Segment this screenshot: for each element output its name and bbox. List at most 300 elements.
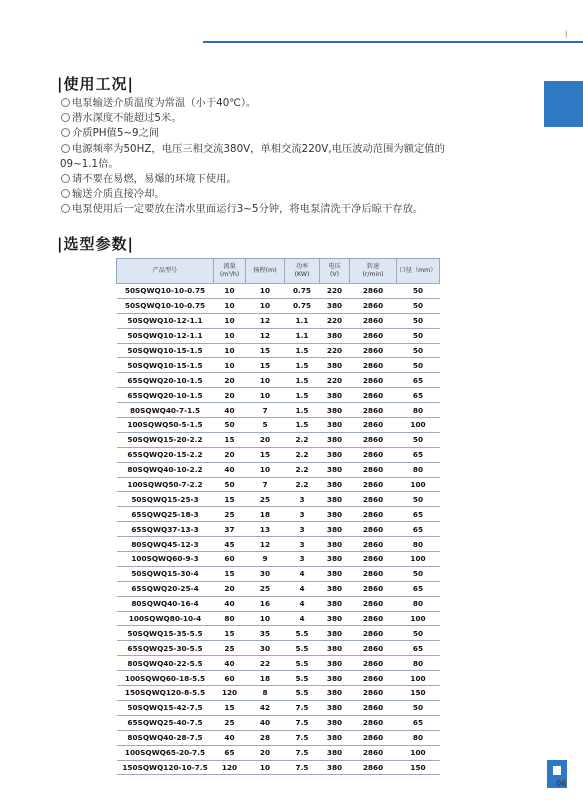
value-cell: 5 <box>246 418 285 433</box>
table-row <box>117 671 440 686</box>
condition-item <box>61 142 531 157</box>
value-cell: 18 <box>246 507 285 522</box>
table-row <box>117 626 440 641</box>
value-cell: 12 <box>246 328 285 343</box>
value-cell: 10 <box>246 462 285 477</box>
value-cell: 80 <box>397 403 440 418</box>
table-row <box>117 507 440 522</box>
value-cell: 380 <box>320 611 350 626</box>
value-cell: 3 <box>285 507 320 522</box>
table-row <box>117 298 440 313</box>
value-cell: 10 <box>214 284 246 299</box>
model-cell: 50SQWQ15-25-3 <box>117 492 214 507</box>
value-cell: 380 <box>320 581 350 596</box>
value-cell: 3 <box>285 537 320 552</box>
table-row <box>117 641 440 656</box>
value-cell: 10 <box>246 760 285 775</box>
value-cell: 20 <box>246 432 285 447</box>
value-cell: 20 <box>214 373 246 388</box>
value-cell: 65 <box>214 745 246 760</box>
value-cell: 2.2 <box>285 447 320 462</box>
circle-bullet-icon <box>61 98 70 107</box>
value-cell: 2860 <box>350 686 397 701</box>
model-cell: 50SQWQ15-20-2.2 <box>117 432 214 447</box>
value-cell: 80 <box>397 537 440 552</box>
value-cell: 65 <box>397 447 440 462</box>
value-cell: 380 <box>320 432 350 447</box>
value-cell: 2860 <box>350 760 397 775</box>
value-cell: 2860 <box>350 715 397 730</box>
value-cell: 380 <box>320 700 350 715</box>
value-cell: 220 <box>320 343 350 358</box>
header-tick: | <box>565 30 568 38</box>
value-cell: 1.5 <box>285 403 320 418</box>
table-row <box>117 581 440 596</box>
params-table <box>116 258 440 775</box>
conditions-list <box>61 96 531 218</box>
value-cell: 65 <box>397 641 440 656</box>
model-cell: 50SQWQ10-10-0.75 <box>117 298 214 313</box>
value-cell: 380 <box>320 671 350 686</box>
value-cell: 40 <box>214 656 246 671</box>
value-cell: 10 <box>214 358 246 373</box>
value-cell: 80 <box>214 611 246 626</box>
value-cell: 2860 <box>350 373 397 388</box>
value-cell: 10 <box>246 284 285 299</box>
value-cell: 12 <box>246 313 285 328</box>
value-cell: 2860 <box>350 418 397 433</box>
value-cell: 50 <box>214 418 246 433</box>
value-cell: 380 <box>320 596 350 611</box>
circle-bullet-icon <box>61 113 70 122</box>
value-cell: 2860 <box>350 477 397 492</box>
value-cell: 10 <box>214 298 246 313</box>
condition-item <box>61 187 531 202</box>
value-cell: 380 <box>320 507 350 522</box>
value-cell: 65 <box>397 522 440 537</box>
value-cell: 380 <box>320 730 350 745</box>
value-cell: 2.2 <box>285 462 320 477</box>
brand-logo-mark <box>553 766 561 775</box>
value-cell: 25 <box>246 492 285 507</box>
circle-bullet-icon <box>61 174 70 183</box>
value-cell: 7.5 <box>285 715 320 730</box>
value-cell: 2860 <box>350 700 397 715</box>
value-cell: 1.1 <box>285 313 320 328</box>
params-title: |选型参数| <box>57 235 134 253</box>
model-cell: 100SQWQ65-20-7.5 <box>117 745 214 760</box>
value-cell: 380 <box>320 537 350 552</box>
chapter-tab <box>544 81 583 127</box>
model-cell: 80SQWQ40-7-1.5 <box>117 403 214 418</box>
table-row <box>117 656 440 671</box>
value-cell: 15 <box>214 492 246 507</box>
condition-continuation: 09~1.1倍。 <box>60 157 119 170</box>
value-cell: 150 <box>397 760 440 775</box>
value-cell: 2860 <box>350 492 397 507</box>
value-cell: 380 <box>320 745 350 760</box>
value-cell: 7.5 <box>285 745 320 760</box>
column-header: 流量 (m³/h) <box>214 259 246 284</box>
table-row <box>117 403 440 418</box>
table-row <box>117 566 440 581</box>
value-cell: 2.2 <box>285 432 320 447</box>
value-cell: 380 <box>320 492 350 507</box>
model-cell: 80SQWQ40-22-5.5 <box>117 656 214 671</box>
value-cell: 2860 <box>350 328 397 343</box>
value-cell: 380 <box>320 477 350 492</box>
value-cell: 380 <box>320 626 350 641</box>
table-row <box>117 611 440 626</box>
condition-text: 电泵使用后一定要放在清水里面运行3~5分钟，将电泵清洗干净后晾干存放。 <box>72 203 424 216</box>
table-row <box>117 537 440 552</box>
value-cell: 16 <box>246 596 285 611</box>
value-cell: 2860 <box>350 313 397 328</box>
value-cell: 25 <box>246 581 285 596</box>
model-cell: 100SQWQ60-9-3 <box>117 552 214 567</box>
page-number: 06 <box>556 779 567 788</box>
value-cell: 10 <box>214 328 246 343</box>
value-cell: 2860 <box>350 626 397 641</box>
table-row <box>117 686 440 701</box>
value-cell: 2860 <box>350 611 397 626</box>
value-cell: 380 <box>320 447 350 462</box>
value-cell: 380 <box>320 566 350 581</box>
column-header: 产品型号 <box>117 259 214 284</box>
value-cell: 0.75 <box>285 284 320 299</box>
value-cell: 380 <box>320 715 350 730</box>
condition-text: 请不要在易燃，易爆的环境下使用。 <box>72 173 237 186</box>
value-cell: 100 <box>397 477 440 492</box>
circle-bullet-icon <box>61 144 70 153</box>
value-cell: 42 <box>246 700 285 715</box>
value-cell: 220 <box>320 373 350 388</box>
value-cell: 220 <box>320 284 350 299</box>
value-cell: 120 <box>214 760 246 775</box>
value-cell: 2860 <box>350 522 397 537</box>
value-cell: 8 <box>246 686 285 701</box>
value-cell: 4 <box>285 596 320 611</box>
value-cell: 65 <box>397 373 440 388</box>
value-cell: 380 <box>320 358 350 373</box>
model-cell: 65SQWQ20-25-4 <box>117 581 214 596</box>
model-cell: 50SQWQ10-15-1.5 <box>117 358 214 373</box>
value-cell: 2860 <box>350 537 397 552</box>
value-cell: 150 <box>397 686 440 701</box>
value-cell: 28 <box>246 730 285 745</box>
value-cell: 2860 <box>350 284 397 299</box>
circle-bullet-icon <box>61 128 70 137</box>
value-cell: 100 <box>397 552 440 567</box>
model-cell: 50SQWQ15-42-7.5 <box>117 700 214 715</box>
table-row <box>117 418 440 433</box>
table-row <box>117 313 440 328</box>
value-cell: 80 <box>397 730 440 745</box>
value-cell: 380 <box>320 552 350 567</box>
value-cell: 1.5 <box>285 373 320 388</box>
table-row <box>117 715 440 730</box>
model-cell: 65SQWQ25-30-5.5 <box>117 641 214 656</box>
value-cell: 2860 <box>350 596 397 611</box>
value-cell: 50 <box>397 566 440 581</box>
value-cell: 18 <box>246 671 285 686</box>
value-cell: 2860 <box>350 745 397 760</box>
value-cell: 2860 <box>350 298 397 313</box>
conditions-title: |使用工况| <box>57 75 134 93</box>
model-cell: 65SQWQ20-15-2.2 <box>117 447 214 462</box>
column-header: 功率 (KW) <box>285 259 320 284</box>
value-cell: 380 <box>320 388 350 403</box>
condition-item <box>61 111 531 126</box>
model-cell: 65SQWQ37-13-3 <box>117 522 214 537</box>
value-cell: 60 <box>214 552 246 567</box>
table-body <box>117 284 440 775</box>
value-cell: 50 <box>397 328 440 343</box>
value-cell: 10 <box>246 611 285 626</box>
value-cell: 1.5 <box>285 343 320 358</box>
model-cell: 150SQWQ120-10-7.5 <box>117 760 214 775</box>
value-cell: 3 <box>285 552 320 567</box>
value-cell: 0.75 <box>285 298 320 313</box>
value-cell: 30 <box>246 641 285 656</box>
value-cell: 10 <box>246 373 285 388</box>
value-cell: 2860 <box>350 641 397 656</box>
value-cell: 2860 <box>350 447 397 462</box>
value-cell: 20 <box>214 447 246 462</box>
table-row <box>117 447 440 462</box>
value-cell: 5.5 <box>285 641 320 656</box>
model-cell: 50SQWQ10-12-1.1 <box>117 313 214 328</box>
model-cell: 65SQWQ25-18-3 <box>117 507 214 522</box>
table-row <box>117 358 440 373</box>
value-cell: 20 <box>214 581 246 596</box>
table-row <box>117 432 440 447</box>
value-cell: 1.5 <box>285 358 320 373</box>
value-cell: 380 <box>320 760 350 775</box>
value-cell: 50 <box>397 298 440 313</box>
value-cell: 7 <box>246 403 285 418</box>
value-cell: 12 <box>246 537 285 552</box>
table-row <box>117 343 440 358</box>
table-row <box>117 760 440 775</box>
value-cell: 380 <box>320 656 350 671</box>
value-cell: 50 <box>397 432 440 447</box>
value-cell: 100 <box>397 671 440 686</box>
condition-item <box>61 126 531 141</box>
value-cell: 40 <box>214 596 246 611</box>
value-cell: 380 <box>320 641 350 656</box>
table-row <box>117 700 440 715</box>
value-cell: 50 <box>397 492 440 507</box>
value-cell: 80 <box>397 656 440 671</box>
value-cell: 7.5 <box>285 730 320 745</box>
value-cell: 10 <box>214 313 246 328</box>
value-cell: 65 <box>397 507 440 522</box>
model-cell: 50SQWQ15-30-4 <box>117 566 214 581</box>
value-cell: 15 <box>214 626 246 641</box>
table-row <box>117 477 440 492</box>
value-cell: 2860 <box>350 358 397 373</box>
value-cell: 13 <box>246 522 285 537</box>
value-cell: 380 <box>320 403 350 418</box>
value-cell: 40 <box>246 715 285 730</box>
column-header: 口径（mm） <box>397 259 440 284</box>
model-cell: 50SQWQ10-15-1.5 <box>117 343 214 358</box>
value-cell: 380 <box>320 418 350 433</box>
value-cell: 40 <box>214 403 246 418</box>
condition-item <box>61 202 531 217</box>
value-cell: 50 <box>397 343 440 358</box>
table-row <box>117 522 440 537</box>
condition-text: 潜水深度不能超过5米。 <box>72 112 182 125</box>
value-cell: 3 <box>285 522 320 537</box>
value-cell: 50 <box>397 700 440 715</box>
value-cell: 20 <box>246 745 285 760</box>
circle-bullet-icon <box>61 189 70 198</box>
value-cell: 5.5 <box>285 626 320 641</box>
value-cell: 2860 <box>350 552 397 567</box>
value-cell: 2860 <box>350 566 397 581</box>
value-cell: 2.2 <box>285 477 320 492</box>
condition-text: 输送介质直接冷却。 <box>72 188 165 201</box>
value-cell: 80 <box>397 462 440 477</box>
value-cell: 10 <box>246 298 285 313</box>
value-cell: 10 <box>214 343 246 358</box>
value-cell: 2860 <box>350 388 397 403</box>
value-cell: 2860 <box>350 671 397 686</box>
value-cell: 9 <box>246 552 285 567</box>
value-cell: 4 <box>285 581 320 596</box>
value-cell: 5.5 <box>285 686 320 701</box>
value-cell: 2860 <box>350 462 397 477</box>
value-cell: 50 <box>397 284 440 299</box>
params-table-container <box>116 258 440 775</box>
value-cell: 3 <box>285 492 320 507</box>
model-cell: 65SQWQ20-10-1.5 <box>117 388 214 403</box>
table-row <box>117 745 440 760</box>
value-cell: 380 <box>320 298 350 313</box>
value-cell: 2860 <box>350 656 397 671</box>
value-cell: 50 <box>214 477 246 492</box>
column-header: 转速 (r/min) <box>350 259 397 284</box>
table-row <box>117 284 440 299</box>
model-cell: 50SQWQ15-35-5.5 <box>117 626 214 641</box>
model-cell: 100SQWQ50-5-1.5 <box>117 418 214 433</box>
value-cell: 2860 <box>350 581 397 596</box>
value-cell: 50 <box>397 313 440 328</box>
value-cell: 40 <box>214 730 246 745</box>
value-cell: 1.5 <box>285 418 320 433</box>
value-cell: 380 <box>320 686 350 701</box>
condition-text: 介质PH值5~9之间 <box>72 127 160 140</box>
value-cell: 1.1 <box>285 328 320 343</box>
value-cell: 65 <box>397 581 440 596</box>
header-rule <box>203 41 583 43</box>
value-cell: 2860 <box>350 343 397 358</box>
value-cell: 65 <box>397 388 440 403</box>
value-cell: 80 <box>397 596 440 611</box>
model-cell: 50SQWQ10-10-0.75 <box>117 284 214 299</box>
table-row <box>117 492 440 507</box>
value-cell: 5.5 <box>285 671 320 686</box>
value-cell: 220 <box>320 313 350 328</box>
value-cell: 5.5 <box>285 656 320 671</box>
value-cell: 380 <box>320 462 350 477</box>
value-cell: 15 <box>214 566 246 581</box>
value-cell: 65 <box>397 715 440 730</box>
value-cell: 15 <box>246 447 285 462</box>
value-cell: 2860 <box>350 403 397 418</box>
value-cell: 7.5 <box>285 700 320 715</box>
model-cell: 65SQWQ25-40-7.5 <box>117 715 214 730</box>
value-cell: 37 <box>214 522 246 537</box>
value-cell: 35 <box>246 626 285 641</box>
model-cell: 100SQWQ60-18-5.5 <box>117 671 214 686</box>
value-cell: 25 <box>214 641 246 656</box>
value-cell: 100 <box>397 418 440 433</box>
value-cell: 7 <box>246 477 285 492</box>
value-cell: 25 <box>214 507 246 522</box>
table-row <box>117 596 440 611</box>
value-cell: 20 <box>214 388 246 403</box>
value-cell: 380 <box>320 328 350 343</box>
model-cell: 100SQWQ50-7-2.2 <box>117 477 214 492</box>
table-row <box>117 552 440 567</box>
value-cell: 15 <box>214 700 246 715</box>
value-cell: 15 <box>246 358 285 373</box>
model-cell: 150SQWQ120-8-5.5 <box>117 686 214 701</box>
model-cell: 80SQWQ40-28-7.5 <box>117 730 214 745</box>
model-cell: 80SQWQ40-16-4 <box>117 596 214 611</box>
condition-item <box>61 172 531 187</box>
table-row <box>117 462 440 477</box>
table-row <box>117 373 440 388</box>
table-row <box>117 388 440 403</box>
value-cell: 100 <box>397 745 440 760</box>
column-header: 电压 (V) <box>320 259 350 284</box>
value-cell: 2860 <box>350 507 397 522</box>
value-cell: 15 <box>246 343 285 358</box>
value-cell: 1.5 <box>285 388 320 403</box>
value-cell: 4 <box>285 566 320 581</box>
value-cell: 30 <box>246 566 285 581</box>
model-cell: 80SQWQ40-10-2.2 <box>117 462 214 477</box>
value-cell: 15 <box>214 432 246 447</box>
value-cell: 2860 <box>350 730 397 745</box>
model-cell: 50SQWQ10-12-1.1 <box>117 328 214 343</box>
condition-text: 电泵输送介质温度为常温（小于40℃）。 <box>72 97 257 109</box>
value-cell: 4 <box>285 611 320 626</box>
condition-text: 电源频率为50HZ，电压三相交流380V，单相交流220V,电压波动范围为额定值的 <box>72 142 445 155</box>
condition-item <box>61 96 531 111</box>
value-cell: 380 <box>320 522 350 537</box>
model-cell: 65SQWQ20-10-1.5 <box>117 373 214 388</box>
table-header-row <box>117 259 440 284</box>
value-cell: 50 <box>397 358 440 373</box>
model-cell: 100SQWQ80-10-4 <box>117 611 214 626</box>
table-row <box>117 328 440 343</box>
value-cell: 40 <box>214 462 246 477</box>
value-cell: 45 <box>214 537 246 552</box>
circle-bullet-icon <box>61 204 70 213</box>
value-cell: 10 <box>246 388 285 403</box>
table-row <box>117 730 440 745</box>
value-cell: 2860 <box>350 432 397 447</box>
value-cell: 50 <box>397 626 440 641</box>
value-cell: 7.5 <box>285 760 320 775</box>
value-cell: 100 <box>397 611 440 626</box>
value-cell: 60 <box>214 671 246 686</box>
